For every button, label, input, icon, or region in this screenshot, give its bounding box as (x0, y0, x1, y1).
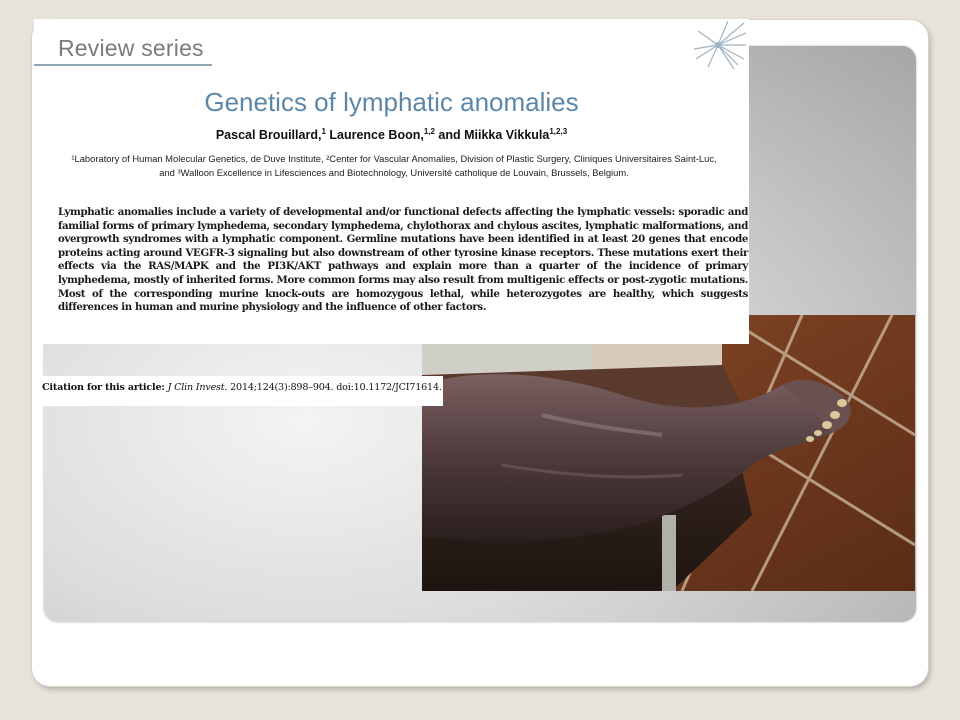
article-title: Genetics of lymphatic anomalies (204, 87, 579, 117)
author-list (34, 127, 749, 142)
review-series-rule (34, 64, 212, 66)
citation-details: 2014;124(3):898–904. doi:10.1172/JCI71614. (230, 382, 442, 393)
clinical-photo (422, 315, 915, 591)
journal-burst-logo-icon (688, 19, 746, 71)
citation-box (40, 376, 443, 406)
article-header-excerpt (34, 19, 749, 344)
citation-label: Citation for this article: (42, 382, 165, 393)
affiliations (58, 152, 730, 179)
citation-text (42, 382, 442, 393)
author-1: Pascal Brouillard, (215, 128, 322, 143)
citation-journal: J Clin Invest. (167, 382, 228, 393)
review-series-label: Review series (58, 35, 204, 61)
leg-photo-illustration (422, 315, 915, 591)
abstract-text: Lymphatic anomalies include a variety of developmental and/or functional defects affecting the lymphatic vessels: sporadic and familial forms of primary lymphedema, secondary lymphedema, chylothorax and chylous ascites, lymphatic malformations, and overgrowth syndromes with a lymphatic component. Germline mutations have been identified in at least 20 genes that encode proteins acting around VEGFR-3 signaling but also downstream of other tyrosine kinase receptors. These mutations exert their effects via the RAS/MAPK and the PI3K/AKT pathways and explain more than a quarter of the incidence of primary lymphedema, mostly of inherited forms. More common forms may also result from multigenic effects or post-zygotic mutations. Most of the corresponding murine knock-outs are homozygous lethal, while heterozygotes are healthy, which suggests differences in human and murine physiology and the influence of other factors. (58, 206, 748, 314)
affiliation-line: and ³Walloon Excellence in Lifesciences and Biotechnology, Université catholique de Louvain, Brussels, Belgium. (159, 166, 629, 178)
author-2: Laurence Boon, (325, 128, 424, 143)
author-3-affil: 1,2,3 (549, 127, 568, 136)
author-1-affil: 1 (321, 127, 326, 136)
author-2-affil: 1,2 (423, 127, 435, 136)
affiliation-line: ¹Laboratory of Human Molecular Genetics, de Duve Institute, ²Center for Vascular Anomalies, Division of Plastic Surgery, Cliniques Universitaires Saint-Luc, (71, 153, 717, 164)
author-3: and Miikka Vikkula (434, 128, 550, 143)
